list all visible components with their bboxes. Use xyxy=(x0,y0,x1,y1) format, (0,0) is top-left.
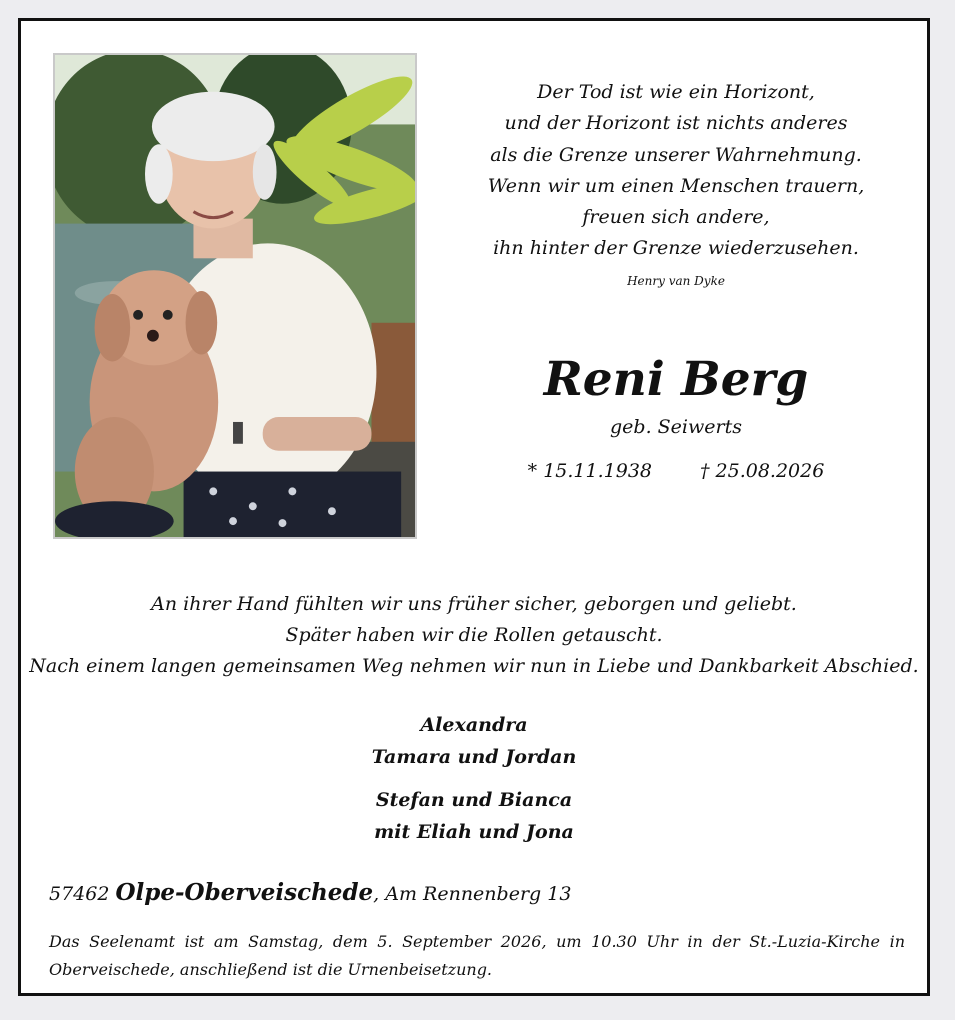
family-line: Stefan und Bianca xyxy=(375,789,573,811)
life-dates xyxy=(441,460,911,482)
family-group-1 xyxy=(21,709,927,773)
quote-line: Der Tod ist wie ein Horizont, xyxy=(537,81,815,103)
address xyxy=(49,879,571,906)
quote-line: und der Horizont ist nichts anderes xyxy=(504,112,848,135)
funeral-notice: Das Seelenamt ist am Samstag, dem 5. September 2026, um 10.30 Uhr in der St.-Luzia-Kirche in Oberveischede, anschließend ist die Urnenbeisetzung. xyxy=(49,932,905,979)
message-line: Später haben wir die Rollen getauscht. xyxy=(285,624,663,646)
quote-line: ihn hinter der Grenze wiederzusehen. xyxy=(493,237,859,260)
farewell-message xyxy=(21,589,927,682)
message-line: Nach einem langen gemeinsamen Weg nehmen wir nun in Liebe und Dankbarkeit Abschied. xyxy=(29,655,919,677)
deceased-name: Reni Berg xyxy=(543,351,809,407)
message-line: An ihrer Hand fühlten wir uns früher sicher, geborgen und geliebt. xyxy=(151,593,797,615)
death-date: † 25.08.2026 xyxy=(700,459,825,482)
family-group-2 xyxy=(21,784,927,848)
obituary-card xyxy=(18,18,930,996)
family-line: Tamara und Jordan xyxy=(371,746,577,768)
quote-line: als die Grenze unserer Wahrnehmung. xyxy=(490,143,862,166)
family-line: mit Eliah und Jona xyxy=(374,821,574,843)
city: Olpe-Oberveischede xyxy=(115,879,374,906)
quote xyxy=(441,77,911,265)
birth-name: geb. Seiwerts xyxy=(610,415,742,438)
quote-author: Henry van Dyke xyxy=(627,273,725,288)
street: , Am Rennenberg 13 xyxy=(373,883,572,905)
quote-line: freuen sich andere, xyxy=(582,206,770,229)
zip-code: 57462 xyxy=(49,883,110,905)
birth-date: * 15.11.1938 xyxy=(527,459,652,482)
portrait-photo xyxy=(53,53,417,539)
right-column xyxy=(441,77,911,482)
family-line: Alexandra xyxy=(420,714,528,736)
quote-line: Wenn wir um einen Menschen trauern, xyxy=(487,174,865,197)
